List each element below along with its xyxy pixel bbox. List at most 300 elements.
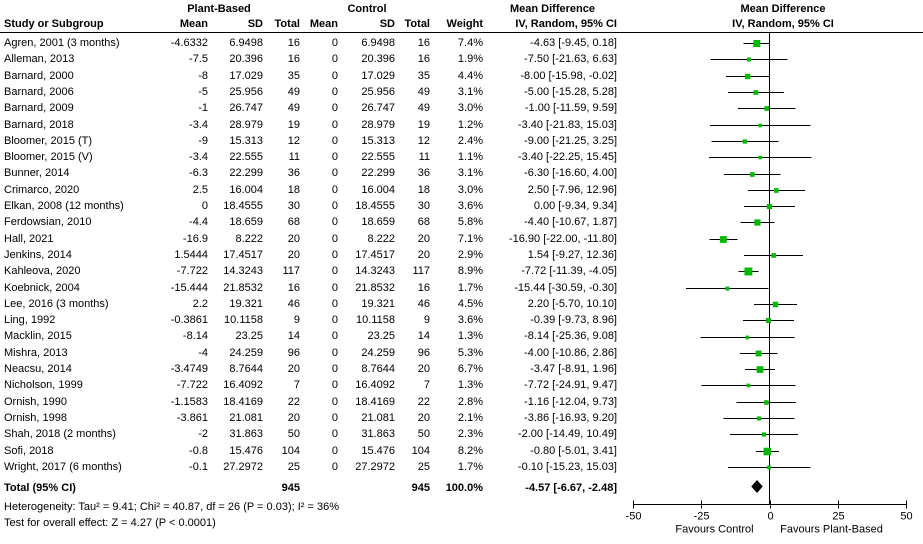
control-mean: 0: [331, 167, 338, 180]
study-name: Alleman, 2013: [4, 53, 75, 66]
plant-total: 16: [287, 37, 300, 49]
plant-mean: -15.444: [170, 281, 208, 294]
plant-total: 9: [293, 314, 300, 327]
weight: 3.1%: [457, 167, 483, 180]
control-total: 9: [423, 314, 430, 327]
control-total: 11: [418, 151, 430, 164]
control-mean: 0: [331, 151, 338, 164]
weight: 1.1%: [457, 151, 483, 164]
plant-mean: -5: [198, 85, 208, 98]
axis-tick-label: -50: [625, 510, 642, 523]
plant-mean: -4.4: [189, 216, 208, 229]
weight: 2.3%: [457, 428, 483, 441]
table-row: [0, 426, 923, 442]
md-ci-text: -1.00 [-11.59, 9.59]: [524, 102, 617, 115]
md-ci-text: -8.00 [-15.98, -0.02]: [520, 69, 617, 82]
md-ci-text: -15.44 [-30.59, -0.30]: [514, 281, 617, 294]
plant-sd: 20.396: [229, 53, 263, 66]
md-ci-text: -5.00 [-15.28, 5.28]: [524, 85, 617, 98]
control-total: 19: [417, 118, 430, 131]
plant-sd: 31.863: [229, 428, 263, 441]
plant-mean: -2: [198, 428, 208, 441]
control-total: 7: [423, 379, 430, 392]
control-total: 18: [417, 183, 430, 196]
weight: 7.1%: [457, 232, 483, 245]
table-row: [0, 443, 923, 459]
control-sd-header: SD: [379, 18, 395, 30]
table-row: [0, 345, 923, 361]
plant-mean: -4.6332: [170, 37, 208, 49]
control-mean: 0: [331, 248, 338, 261]
plant-sd: 18.4555: [223, 200, 263, 212]
heterogeneity-text: Heterogeneity: Tau² = 9.41; Chi² = 40.87, df = 26 (P = 0.03); I² = 36%: [4, 501, 339, 513]
md-column-header-line2: IV, Random, 95% CI: [515, 18, 617, 30]
md-ci-text: -7.72 [-24.91, 9.47]: [524, 379, 617, 392]
control-sd: 22.299: [361, 167, 395, 180]
plant-sd: 16.004: [229, 183, 263, 196]
total-label: Total (95% CI): [4, 482, 76, 494]
plant-sd: 24.259: [229, 346, 263, 359]
md-ci-text: -0.10 [-15.23, 15.03]: [517, 460, 617, 473]
control-mean-header: Mean: [309, 18, 338, 30]
axis-tick-label: 50: [900, 510, 913, 523]
control-sd: 19.321: [361, 297, 395, 310]
plant-sd-header: SD: [247, 18, 263, 30]
plant-total: 14: [287, 330, 300, 343]
table-row: [0, 280, 923, 296]
md-ci-text: 0.00 [-9.34, 9.34]: [533, 200, 617, 212]
plant-total: 35: [287, 69, 300, 82]
axis-tick-label: 0: [767, 510, 774, 523]
control-total: 36: [417, 167, 430, 180]
plant-mean: -8.14: [182, 330, 208, 343]
table-row: [0, 182, 923, 198]
control-mean: 0: [331, 444, 338, 457]
md-ci-text: -0.39 [-9.73, 8.96]: [530, 314, 617, 327]
md-ci-text: -3.47 [-8.91, 1.96]: [530, 363, 617, 375]
control-sd: 18.659: [361, 216, 395, 229]
table-row: [0, 394, 923, 410]
study-name: Ling, 1992: [4, 314, 56, 327]
weight: 7.4%: [457, 37, 483, 49]
control-total: 96: [417, 346, 430, 359]
control-total: 20: [417, 248, 430, 261]
weight: 5.8%: [457, 216, 483, 229]
weight: 3.1%: [457, 85, 483, 98]
table-row: [0, 263, 923, 279]
plant-sd: 14.3243: [223, 265, 263, 278]
weight: 3.6%: [457, 314, 483, 327]
plant-total: 12: [287, 134, 300, 147]
weight: 2.8%: [457, 395, 483, 408]
study-name: Macklin, 2015: [4, 330, 72, 343]
control-total: 20: [417, 232, 430, 245]
weight: 8.2%: [457, 444, 483, 457]
plant-mean: 2.2: [192, 297, 208, 310]
plant-mean-header: Mean: [179, 18, 208, 30]
plant-sd: 18.4169: [223, 395, 263, 408]
plant-total: 49: [287, 102, 300, 115]
study-name: Agren, 2001 (3 months): [4, 37, 120, 49]
weight-header: Weight: [446, 18, 483, 30]
md-plot-header-line1: Mean Difference: [740, 3, 826, 15]
control-sd: 8.222: [367, 232, 395, 245]
weight: 4.5%: [457, 297, 483, 310]
plant-total: 20: [287, 248, 300, 261]
weight: 1.2%: [457, 118, 483, 131]
md-ci-text: -8.14 [-25.36, 9.08]: [524, 330, 617, 343]
control-mean: 0: [331, 281, 338, 294]
table-row: [0, 410, 923, 426]
plant-total: 16: [287, 53, 300, 66]
plant-sd: 17.029: [229, 69, 263, 82]
md-ci-text: -2.00 [-14.49, 10.49]: [517, 428, 617, 441]
plant-total: 104: [281, 444, 300, 457]
control-sd: 26.747: [361, 102, 395, 115]
study-name: Hall, 2021: [4, 232, 54, 245]
control-total: 20: [417, 363, 430, 375]
plant-total: 20: [287, 363, 300, 375]
plant-sd: 25.956: [229, 85, 263, 98]
plant-mean: -0.3861: [170, 314, 208, 327]
plant-mean: -3.4: [189, 118, 208, 131]
control-total: 68: [417, 216, 430, 229]
md-ci-text: 1.54 [-9.27, 12.36]: [527, 248, 617, 261]
md-ci-text: -4.63 [-9.45, 0.18]: [530, 37, 617, 49]
control-sd: 14.3243: [355, 265, 395, 278]
control-total: 117: [412, 265, 430, 278]
total-control-n: 945: [411, 482, 430, 494]
control-sd: 20.396: [361, 53, 395, 66]
plant-sd: 17.4517: [223, 248, 263, 261]
control-total: 46: [417, 297, 430, 310]
plant-total: 20: [287, 411, 300, 424]
table-row: [0, 459, 923, 475]
study-name: Shah, 2018 (2 months): [4, 428, 116, 441]
plant-total: 19: [287, 118, 300, 131]
plant-mean: -4: [198, 346, 208, 359]
total-plant-n: 945: [281, 482, 300, 494]
study-column-header: Study or Subgroup: [4, 18, 104, 30]
md-ci-text: -7.50 [-21.63, 6.63]: [524, 53, 617, 66]
control-sd: 10.1158: [356, 314, 395, 327]
plant-mean: -0.8: [189, 444, 208, 457]
md-ci-text: -3.86 [-16.93, 9.20]: [524, 411, 617, 424]
md-ci-text: -1.16 [-12.04, 9.73]: [524, 395, 617, 408]
weight: 3.0%: [457, 183, 483, 196]
control-mean: 0: [331, 69, 338, 82]
plant-sd: 6.9498: [229, 37, 263, 49]
plant-total: 117: [282, 265, 300, 278]
plant-total: 30: [287, 200, 300, 212]
control-mean: 0: [331, 232, 338, 245]
plant-total: 20: [287, 232, 300, 245]
control-total: 14: [417, 330, 430, 343]
md-ci-text: -6.30 [-16.60, 4.00]: [524, 167, 617, 180]
control-sd: 16.4092: [355, 379, 395, 392]
overall-effect-text: Test for overall effect: Z = 4.27 (P < 0.0001): [4, 517, 216, 529]
study-name: Barnard, 2018: [4, 118, 74, 131]
plant-total: 46: [287, 297, 300, 310]
control-total: 22: [417, 395, 430, 408]
plant-sd: 15.313: [229, 134, 263, 147]
weight: 1.7%: [457, 460, 483, 473]
control-total: 16: [417, 281, 430, 294]
weight: 4.4%: [457, 69, 483, 82]
control-mean: 0: [331, 297, 338, 310]
plant-total: 96: [287, 346, 300, 359]
control-sd: 21.081: [361, 411, 395, 424]
plant-sd: 8.222: [235, 232, 263, 245]
plant-sd: 26.747: [229, 102, 263, 115]
control-sd: 15.476: [361, 444, 395, 457]
control-total: 104: [411, 444, 430, 457]
study-name: Jenkins, 2014: [4, 248, 72, 261]
plant-sd: 28.979: [229, 118, 263, 131]
table-row: [0, 133, 923, 149]
control-sd: 17.4517: [355, 248, 395, 261]
plant-sd: 15.476: [229, 444, 263, 457]
plant-mean: 0: [201, 200, 208, 212]
control-sd: 27.2972: [355, 460, 395, 473]
study-name: Ornish, 1990: [4, 395, 67, 408]
plant-sd: 10.1158: [224, 314, 263, 327]
control-total: 49: [417, 102, 430, 115]
table-row: [0, 84, 923, 100]
weight: 3.6%: [457, 200, 483, 212]
md-ci-text: -4.00 [-10.86, 2.86]: [524, 346, 617, 359]
table-row: [0, 312, 923, 328]
control-total: 16: [417, 37, 430, 49]
study-name: Koebnick, 2004: [4, 281, 80, 294]
control-sd: 22.555: [361, 151, 395, 164]
plant-mean: 1.5444: [174, 248, 208, 261]
control-sd: 21.8532: [355, 281, 395, 294]
weight: 1.9%: [457, 53, 483, 66]
control-mean: 0: [331, 118, 338, 131]
control-mean: 0: [331, 200, 338, 212]
control-total: 30: [417, 200, 430, 212]
table-row: [0, 68, 923, 84]
table-row: [0, 51, 923, 67]
plant-sd: 21.8532: [223, 281, 263, 294]
control-mean: 0: [331, 395, 338, 408]
weight: 2.9%: [457, 248, 483, 261]
table-row: [0, 165, 923, 181]
table-row: [0, 361, 923, 377]
study-name: Bloomer, 2015 (V): [4, 151, 93, 164]
control-sd: 31.863: [361, 428, 395, 441]
table-row: [0, 100, 923, 116]
control-mean: 0: [331, 346, 338, 359]
plant-mean: 2.5: [192, 183, 208, 196]
md-ci-text: -16.90 [-22.00, -11.80]: [508, 232, 617, 245]
control-total: 16: [417, 53, 430, 66]
plant-sd: 21.081: [229, 411, 263, 424]
control-total: 49: [417, 85, 430, 98]
plant-total: 7: [293, 379, 300, 392]
plant-total: 50: [287, 428, 300, 441]
weight: 1.3%: [457, 379, 483, 392]
control-total: 12: [417, 134, 430, 147]
weight: 2.1%: [457, 411, 483, 424]
plant-total-header: Total: [274, 18, 300, 30]
md-ci-text: 2.20 [-5.70, 10.10]: [527, 297, 617, 310]
axis-tick-label: 25: [832, 510, 845, 523]
group1-header: Plant-Based: [187, 3, 251, 15]
md-plot-header-line2: IV, Random, 95% CI: [732, 18, 834, 30]
table-row: [0, 247, 923, 263]
control-mean: 0: [331, 85, 338, 98]
md-ci-text: -4.40 [-10.67, 1.87]: [524, 216, 617, 229]
plant-total: 49: [287, 85, 300, 98]
control-total-header: Total: [404, 18, 430, 30]
table-row: [0, 328, 923, 344]
control-mean: 0: [331, 183, 338, 196]
control-sd: 16.004: [361, 183, 395, 196]
total-md-ci: -4.57 [-6.67, -2.48]: [525, 482, 617, 494]
table-row: [0, 231, 923, 247]
table-row: [0, 377, 923, 393]
study-name: Barnard, 2000: [4, 69, 74, 82]
table-row: [0, 214, 923, 230]
plant-mean: -1: [198, 102, 208, 115]
plant-total: 22: [287, 395, 300, 408]
study-name: Ornish, 1998: [4, 411, 67, 424]
plant-mean: -6.3: [189, 167, 208, 180]
control-sd: 28.979: [361, 118, 395, 131]
axis-tick-label: -25: [693, 510, 710, 523]
plant-sd: 16.4092: [223, 379, 263, 392]
plant-mean: -7.5: [189, 53, 208, 66]
plant-mean: -8: [198, 69, 208, 82]
favours-right-label: Favours Plant-Based: [780, 523, 883, 536]
weight: 3.0%: [457, 102, 483, 115]
control-sd: 18.4555: [355, 200, 395, 212]
control-sd: 24.259: [361, 346, 395, 359]
md-ci-text: -3.40 [-21.83, 15.03]: [517, 118, 617, 131]
control-sd: 15.313: [361, 134, 395, 147]
study-name: Crimarco, 2020: [4, 183, 80, 196]
control-sd: 25.956: [361, 85, 395, 98]
control-total: 35: [417, 69, 430, 82]
control-mean: 0: [331, 314, 338, 327]
plant-total: 68: [287, 216, 300, 229]
weight: 8.9%: [457, 265, 483, 278]
md-column-header-line1: Mean Difference: [510, 3, 595, 15]
md-ci-text: -9.00 [-21.25, 3.25]: [524, 134, 617, 147]
study-name: Elkan, 2008 (12 months): [4, 200, 124, 212]
control-total: 20: [417, 411, 430, 424]
control-sd: 8.7644: [361, 363, 395, 375]
table-row: [0, 117, 923, 133]
total-row: [0, 480, 923, 496]
control-sd: 23.25: [367, 330, 395, 343]
study-name: Kahleova, 2020: [4, 265, 81, 278]
weight: 2.4%: [457, 134, 483, 147]
md-ci-text: -0.80 [-5.01, 3.41]: [530, 444, 617, 457]
plant-mean: -1.1583: [170, 395, 208, 408]
control-sd: 18.4169: [355, 395, 395, 408]
control-mean: 0: [331, 363, 338, 375]
plant-mean: -7.722: [176, 379, 208, 392]
control-mean: 0: [331, 428, 338, 441]
study-name: Barnard, 2009: [4, 102, 74, 115]
control-mean: 0: [331, 411, 338, 424]
plant-mean: -3.4: [189, 151, 208, 164]
group2-header: Control: [347, 3, 387, 15]
plant-mean: -7.722: [176, 265, 208, 278]
plant-total: 16: [287, 281, 300, 294]
control-sd: 17.029: [361, 69, 395, 82]
control-mean: 0: [331, 330, 338, 343]
control-mean: 0: [331, 102, 338, 115]
plant-total: 36: [287, 167, 300, 180]
weight: 6.7%: [457, 363, 483, 375]
md-ci-text: 2.50 [-7.96, 12.96]: [527, 183, 617, 196]
control-mean: 0: [331, 379, 338, 392]
table-row: [0, 198, 923, 214]
study-name: Nicholson, 1999: [4, 379, 83, 392]
md-ci-text: -3.40 [-22.25, 15.45]: [517, 151, 617, 164]
study-name: Bunner, 2014: [4, 167, 70, 180]
plant-mean: -3.4749: [170, 363, 208, 375]
plant-total: 11: [288, 151, 300, 164]
weight: 1.7%: [457, 281, 483, 294]
study-name: Neacsu, 2014: [4, 363, 72, 375]
table-row: [0, 35, 923, 51]
plant-mean: -0.1: [189, 460, 208, 473]
control-sd: 6.9498: [361, 37, 395, 49]
weight: 1.3%: [457, 330, 483, 343]
plant-mean: -16.9: [182, 232, 208, 245]
control-mean: 0: [331, 53, 338, 66]
plant-sd: 23.25: [235, 330, 263, 343]
plant-sd: 19.321: [229, 297, 263, 310]
study-name: Sofi, 2018: [4, 444, 54, 457]
study-name: Ferdowsian, 2010: [4, 216, 92, 229]
control-mean: 0: [331, 460, 338, 473]
plant-sd: 27.2972: [223, 460, 263, 473]
plant-sd: 22.555: [229, 151, 263, 164]
favours-left-label: Favours Control: [675, 523, 754, 536]
plant-mean: -3.861: [176, 411, 208, 424]
plant-sd: 8.7644: [229, 363, 263, 375]
control-total: 50: [417, 428, 430, 441]
study-name: Bloomer, 2015 (T): [4, 134, 93, 147]
plant-mean: -9: [198, 134, 208, 147]
study-name: Wright, 2017 (6 months): [4, 460, 122, 473]
weight: 5.3%: [457, 346, 483, 359]
plant-sd: 22.299: [229, 167, 263, 180]
plant-total: 18: [287, 183, 300, 196]
control-mean: 0: [331, 37, 338, 49]
table-row: [0, 149, 923, 165]
control-mean: 0: [331, 265, 338, 278]
study-name: Mishra, 2013: [4, 346, 68, 359]
total-weight: 100.0%: [445, 482, 483, 494]
table-row: [0, 296, 923, 312]
control-total: 25: [417, 460, 430, 473]
header-divider: [0, 32, 923, 33]
study-name: Lee, 2016 (3 months): [4, 297, 109, 310]
control-mean: 0: [331, 216, 338, 229]
plant-total: 25: [287, 460, 300, 473]
plant-sd: 18.659: [229, 216, 263, 229]
md-ci-text: -7.72 [-11.39, -4.05]: [521, 265, 617, 278]
study-name: Barnard, 2006: [4, 85, 74, 98]
control-mean: 0: [331, 134, 338, 147]
